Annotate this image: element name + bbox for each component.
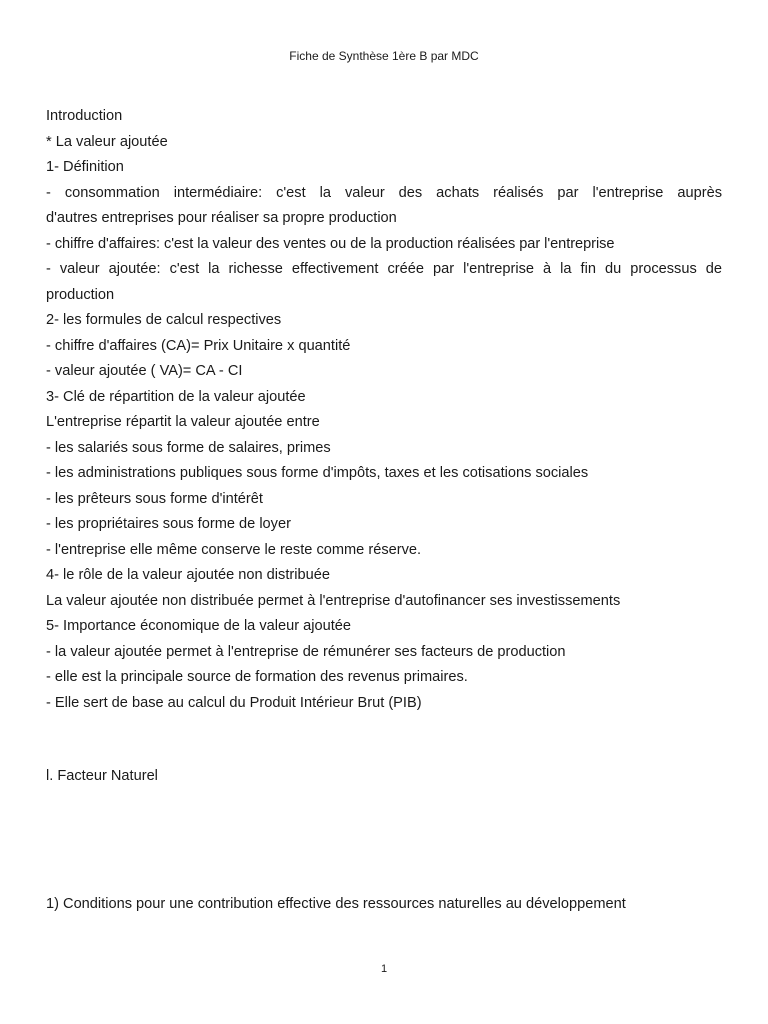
text-line: - valeur ajoutée: c'est la richesse effectivement créée par l'entreprise à la fin du processus de: [46, 261, 722, 277]
formula-line: - chiffre d'affaires (CA)= Prix Unitaire x quantité: [46, 337, 351, 354]
heading-definition: 1- Définition: [46, 159, 124, 175]
list-item: - la valeur ajoutée permet à l'entreprise de rémunérer ses facteurs de production: [46, 643, 566, 660]
text-line: - chiffre d'affaires: c'est la valeur des ventes ou de la production réalisées par l'entreprise: [46, 235, 615, 252]
heading-introduction: Introduction: [46, 108, 123, 124]
list-item: - les administrations publiques sous forme d'impôts, taxes et les cotisations sociales: [46, 465, 589, 481]
heading-importance: 5- Importance économique de la valeur ajoutée: [46, 618, 352, 634]
text-line: production: [46, 286, 115, 303]
list-item: - Elle sert de base au calcul du Produit Intérieur Brut (PIB): [46, 694, 422, 711]
text-line: - consommation intermédiaire: c'est la valeur des achats réalisés par l'entreprise auprès: [46, 184, 722, 201]
list-item: - les prêteurs sous forme d'intérêt: [46, 490, 263, 507]
list-item: - elle est la principale source de formation des revenus primaires.: [46, 669, 468, 685]
heading-formules: 2- les formules de calcul respectives: [46, 312, 282, 328]
list-item: - les propriétaires sous forme de loyer: [46, 516, 291, 532]
formula-line: - valeur ajoutée ( VA)= CA - CI: [46, 363, 243, 379]
heading-cle-repartition: 3- Clé de répartition de la valeur ajoutée: [46, 388, 306, 405]
heading-role: 4- le rôle de la valeur ajoutée non distribuée: [46, 567, 330, 583]
list-item: - les salariés sous forme de salaires, primes: [46, 439, 331, 456]
heading-valeur-ajoutee: * La valeur ajoutée: [46, 133, 168, 150]
document-body: [46, 104, 722, 716]
text-line: La valeur ajoutée non distribuée permet à l'entreprise d'autofinancer ses investissements: [46, 592, 621, 609]
list-item: - l'entreprise elle même conserve le reste comme réserve.: [46, 541, 422, 558]
heading-conditions: 1) Conditions pour une contribution effective des ressources naturelles au développement: [46, 896, 626, 912]
page-header-title: Fiche de Synthèse 1ère B par MDC: [289, 49, 479, 63]
text-line: d'autres entreprises pour réaliser sa propre production: [46, 210, 397, 226]
text-line: L'entreprise répartit la valeur ajoutée entre: [46, 414, 320, 430]
heading-facteur-naturel: l. Facteur Naturel: [46, 768, 158, 784]
page-number: 1: [380, 963, 388, 975]
